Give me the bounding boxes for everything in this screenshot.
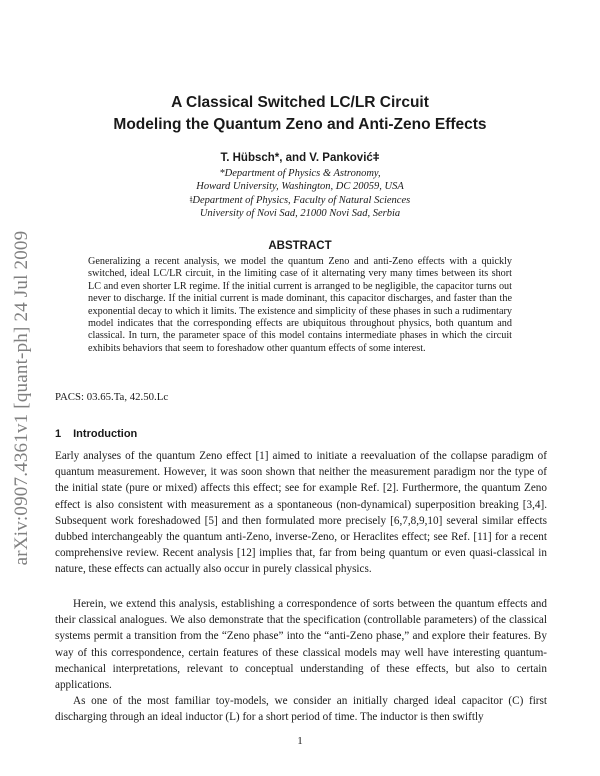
section-heading	[55, 428, 137, 440]
affiliation-line: University of Novi Sad, 21000 Novi Sad, Serbia	[199, 208, 401, 219]
paper-title-line-2: Modeling the Quantum Zeno and Anti-Zeno Effects	[113, 116, 487, 133]
body-paragraph: Herein, we extend this analysis, establishing a correspondence of sorts between the quantum effects and their classical analogues. We also demonstrate that the specification (controllable parameters) of the classical systems permit a transition from the “Zeno phase” into the “anti-Zeno phase,” and explore their features. By way of this correspondence, certain features of these classical models may well have interesting quantum-mechanical interpretations, relevant to conceptual understanding of these effects, but also to certain applications.	[55, 598, 547, 692]
affiliation-line: ǂDepartment of Physics, Faculty of Natural Sciences	[189, 195, 411, 206]
authors: T. Hübsch*, and V. Pankovićǂ	[220, 152, 380, 164]
affiliation-line: Howard University, Washington, DC 20059, USA	[196, 181, 404, 192]
affiliation-line: *Department of Physics & Astronomy,	[219, 168, 381, 179]
body-paragraph: Early analyses of the quantum Zeno effect [1] aimed to initiate a reevaluation of the collapse paradigm of quantum measurement. However, it was soon shown that neither the measurement paradigm nor the type of the initial state (pure or mixed) affects this effect; see for example Ref. [2]. Furthermore, the quantum Zeno effect is also consistent with measurement as a spontaneous (non-dynamical) superposition breaking [3,4]. Subsequent work foreshadowed [5] and then formulated more precisely [6,7,8,9,10] several similar effects dubbed interchangeably the quantum anti-Zeno, inverse-Zeno, or Heraclites effect; see Ref. [11] for a recent comprehensive review. Recent analysis [12] implies that, far from being quantum or even quasi-classical in nature, these effects can actually also occur in purely classical physics.	[55, 450, 547, 576]
paper-title-line-1: A Classical Switched LC/LR Circuit	[171, 94, 429, 111]
section-title: Introduction	[73, 428, 138, 440]
arxiv-identifier	[2, 0, 42, 776]
body-paragraph: As one of the most familiar toy-models, we consider an initially charged ideal capacitor (C) first discharging through an ideal inductor (L) for a short period of time. The inductor is then swiftly	[55, 695, 547, 724]
abstract-heading: ABSTRACT	[268, 240, 332, 252]
arxiv-identifier-text: arXiv:0907.4361v1 [quant-ph] 24 Jul 2009	[11, 230, 32, 566]
section-number: 1	[55, 428, 62, 440]
pacs-codes: PACS: 03.65.Ta, 42.50.Lc	[55, 391, 169, 403]
abstract-text: Generalizing a recent analysis, we model the quantum Zeno and anti-Zeno effects with a quickly switched, ideal LC/LR circuit, in the limiting case of it alternating very many times between its short LC and even shorter LR regime. If the initial current is arranged to be negligible, the capacitor turns out never to discharge. If the initial current is made dominant, this capacitor discharges, and faster than the exponential decay to which it limits. The existence and simplicity of these phases in such a rudimentary model indicates that the corresponding effects are ubiquitous throughout physics, both quantum and classical. In turn, the parameter space of this model contains intermediate phases in which the circuit exhibits behaviors that seem to foreshadow other quantum effects of some interest.	[88, 256, 512, 354]
page-number: 1	[297, 735, 303, 747]
